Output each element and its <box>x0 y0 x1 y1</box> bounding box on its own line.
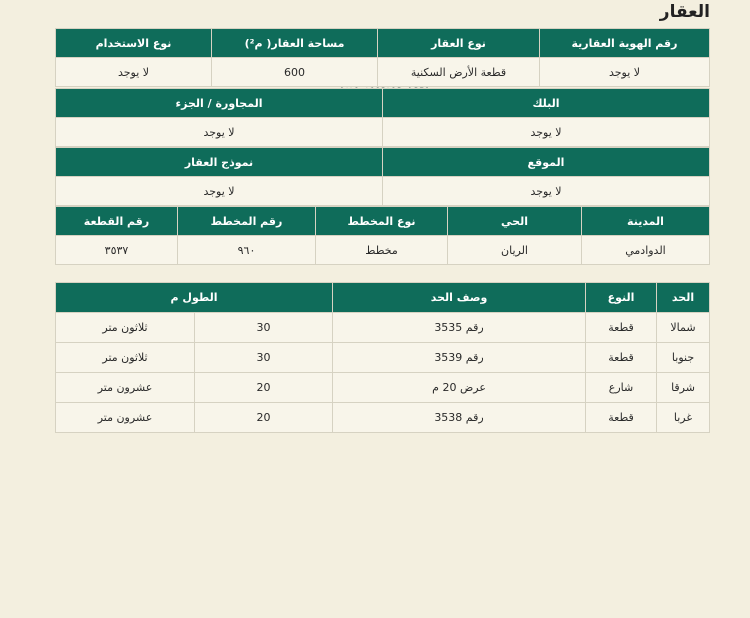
border-type: قطعة <box>586 343 657 373</box>
border-length-text: ثلاثون متر <box>56 343 195 373</box>
border-side: جنوبا <box>657 343 710 373</box>
district-value: الريان <box>448 236 582 265</box>
border-length: 30 <box>195 343 333 373</box>
district-header: الحي <box>448 207 582 236</box>
property-id-value: لا يوجد <box>540 58 710 87</box>
property-area-header: مساحة العقار( م²) <box>212 29 378 58</box>
border-length: 20 <box>195 373 333 403</box>
plot-number-value: ٣٥٣٧ <box>56 236 178 265</box>
property-type-value: قطعة الأرض السكنية <box>378 58 540 87</box>
border-type: شارع <box>586 373 657 403</box>
location-table <box>55 147 710 206</box>
property-model-value: لا يوجد <box>56 177 383 206</box>
border-side: شرقا <box>657 373 710 403</box>
block-value: لا يوجد <box>383 118 710 147</box>
usage-type-value: لا يوجد <box>56 58 212 87</box>
border-desc: رقم 3539 <box>333 343 586 373</box>
plan-type-header: نوع المخطط <box>316 207 448 236</box>
borders-table <box>55 282 710 433</box>
border-side-header: الحد <box>657 283 710 313</box>
border-desc-header: وصف الحد <box>333 283 586 313</box>
plan-number-value: ٩٦٠ <box>178 236 316 265</box>
border-length-text: عشرون متر <box>56 373 195 403</box>
city-header: المدينة <box>582 207 710 236</box>
border-length-text: عشرون متر <box>56 403 195 433</box>
border-length: 30 <box>195 313 333 343</box>
plan-type-value: مخطط <box>316 236 448 265</box>
border-type: قطعة <box>586 403 657 433</box>
neighborhood-part-header: المجاورة / الجزء <box>56 89 383 118</box>
table-row <box>56 313 710 343</box>
border-desc: رقم 3538 <box>333 403 586 433</box>
border-length-text: ثلاثون متر <box>56 313 195 343</box>
property-table <box>55 28 710 87</box>
property-id-header: رقم الهوية العقارية <box>540 29 710 58</box>
border-length-header: الطول م <box>56 283 333 313</box>
page-title: العقار <box>659 2 710 22</box>
plan-table <box>55 206 710 265</box>
table-row <box>56 373 710 403</box>
property-type-header: نوع العقار <box>378 29 540 58</box>
plan-number-header: رقم المخطط <box>178 207 316 236</box>
block-header: البلك <box>383 89 710 118</box>
neighborhood-part-value: لا يوجد <box>56 118 383 147</box>
border-side: غربا <box>657 403 710 433</box>
property-model-header: نموذج العقار <box>56 148 383 177</box>
property-area-value: 600 <box>212 58 378 87</box>
city-value: الدوادمي <box>582 236 710 265</box>
border-type: قطعة <box>586 313 657 343</box>
location-header: الموقع <box>383 148 710 177</box>
border-desc: عرض 20 م <box>333 373 586 403</box>
border-desc: رقم 3535 <box>333 313 586 343</box>
border-type-header: النوع <box>586 283 657 313</box>
border-side: شمالا <box>657 313 710 343</box>
block-table <box>55 88 710 147</box>
usage-type-header: نوع الاستخدام <box>56 29 212 58</box>
border-length: 20 <box>195 403 333 433</box>
table-row <box>56 403 710 433</box>
plot-number-header: رقم القطعة <box>56 207 178 236</box>
location-value: لا يوجد <box>383 177 710 206</box>
table-row <box>56 343 710 373</box>
